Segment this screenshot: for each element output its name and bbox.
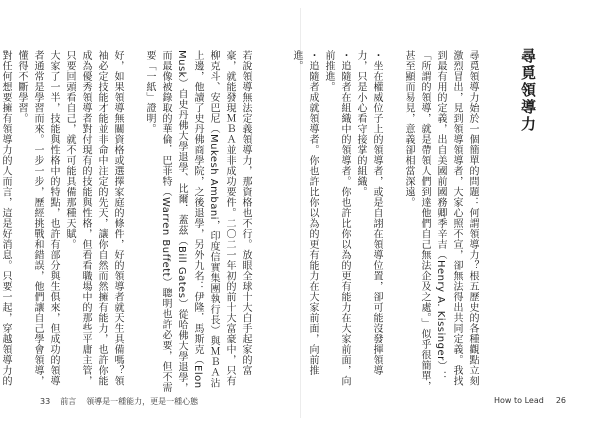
left-page-footer — [40, 396, 208, 407]
bullet-item: ・追隨者在組織中的領導者。你也許比你以為的更有能力在大家前面，向前推進。 — [323, 50, 350, 386]
paragraph: 若說領導無法定義領導力，那資格也不行。放眼全球十大白手起家的富豪，就能發現ＭＢＡ並非成功要件。二〇二一年初的前十大富豪中，只有柳克斗、安巴尼（Mukesh Ambani，印度信實集團執行長）與ＭＢＡ沾上邊，他讀了史丹佛商學院，之後退學，另外九名：伊隆．馬斯克（Elon Musk）自史丹佛大學退學、比爾．蓋茲（Bill Gates）從哈佛大學退學，而最像被錄取的華倫．巴菲特（Warren Buffett）聰明也許必要，但不需要「一紙」證明。 — [144, 50, 251, 394]
running-head-subtitle: 領導是一種能力，更是一種心態 — [86, 397, 199, 406]
right-page-footer — [482, 396, 566, 405]
paragraph: 對任何想要擁有領導力的人而言，這是好消息。只要一起，穿越領導力的 — [0, 50, 11, 386]
right-page-body — [291, 50, 512, 395]
paragraph: 好，如果領導無關資格或選擇家庭的條件，好的領導者就天生具備嗎？領袖必定技能才能並非命中注定的先天，讓你自然而然擁有能力，也許你能成為優秀領導者對付現有的技能與性格，但看看職場中的那些平庸主管，只要回頭看自己，就不可能具備那種天賦。 — [64, 50, 123, 386]
page-number: 26 — [555, 396, 566, 405]
bullet-item: ・坐在權威位子上的領導者，或是自詡在領導位置，卻可能沒發揮領導力，只是小心看守接掌的組織。 — [355, 50, 382, 376]
running-head-section: 前言 — [60, 397, 77, 406]
paragraph: 大家了一半，技能與性格中的特點，也許有部分與生俱來，但成功的領導者通常是學習而來。一步一步，歷經挑戰和錯誤，他們讓自己學會領導，懂得不斷學習。 — [16, 50, 59, 386]
running-head-book-title: How to Lead — [494, 396, 544, 405]
bullet-item: ・追隨者成就領導者。你也許比你以為的更有能力在大家前面，向前推進。 — [291, 50, 318, 376]
section-title: 尋覓領導力 — [519, 48, 537, 133]
page-number: 33 — [40, 397, 51, 406]
paragraph: 尋覓領導力始於一個簡單的問題：何謂領導力？根五歷史的各種觀點立刻激烈冒出，見到領導領導者，大家心照不宣，卻無法得出共同定義。我找到最有用的定義，出自美國前國務卿季辛吉（Henry A. Kissinger）：「所謂的領導，就是帶領人們到達他們自己無法企及之處。」似乎很簡單，甚至顯而易見，意義卻相當深遠。 — [403, 50, 478, 392]
left-page-body — [0, 50, 285, 395]
